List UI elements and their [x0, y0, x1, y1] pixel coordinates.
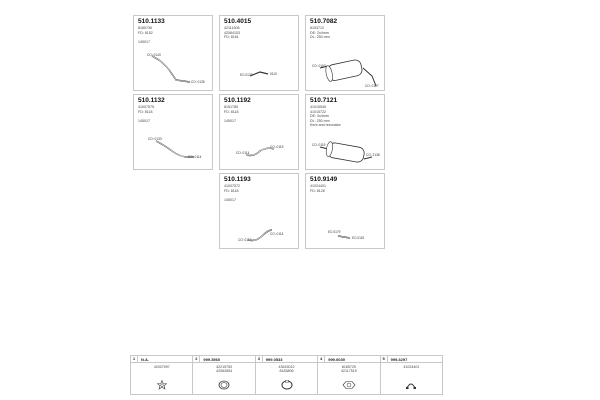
fitting-cell-1[interactable] [131, 356, 193, 394]
connector-label: CO: 0114 [188, 155, 202, 159]
connector-label: CO: 0119 [312, 143, 326, 147]
connector-label: CO: 0119 [270, 145, 284, 149]
fitting-code: 999.0533 [265, 356, 283, 362]
connector-label: CO: 2138 [366, 153, 380, 157]
part-ref: 42111508 [224, 26, 240, 30]
fitting-code: 999.3560 [203, 356, 221, 362]
flange-gasket-icon [342, 380, 356, 390]
part-code: 510.4015 [224, 18, 252, 25]
fitting-ref: 42062654 [216, 369, 233, 374]
part-code: 510.1192 [224, 97, 251, 104]
connector-label: CO: 0143 [147, 53, 161, 57]
fitting-code: 999.0039 [328, 356, 345, 362]
fitting-cell-5[interactable] [381, 356, 442, 394]
part-card-510-1192[interactable] [219, 94, 299, 170]
connector-label: CO: 0114 [270, 232, 284, 236]
part-fd: FD: 8118 [224, 188, 239, 193]
fitting-cell-4[interactable] [318, 356, 380, 394]
fittings-strip [130, 355, 443, 395]
part-note: Kerb and resonator [310, 123, 341, 128]
part-ref: 8151785 [224, 105, 238, 109]
part-code: 510.1133 [138, 18, 165, 25]
gasket-ring-icon [218, 380, 230, 390]
part-card-510-1193[interactable] [219, 173, 299, 249]
connector-label: EC:0119 [352, 236, 365, 240]
fitting-ref: 41024401 [403, 365, 420, 369]
part-code: 510.7082 [310, 18, 338, 25]
connector-label: CO: 0163 [312, 64, 326, 68]
part-card-510-1132[interactable] [133, 94, 213, 170]
fitting-number: 3 [256, 356, 263, 362]
tail-pipe-diagram [220, 174, 299, 249]
silencer-diagram [306, 16, 385, 91]
part-fitting: 145017 [138, 39, 150, 44]
part-ref: 41007575 [138, 105, 154, 109]
part-diameter: DE: 2x4mm [310, 30, 329, 35]
part-fitting: 145017 [224, 118, 236, 123]
part-ref: 42084153 [224, 30, 240, 35]
part-card-510-7121[interactable] [305, 94, 385, 170]
fitting-code: N.A. [141, 356, 149, 362]
fitting-number: 1 [131, 356, 138, 362]
part-ref: 41007572 [224, 184, 240, 188]
part-ref: 8165736 [138, 26, 152, 30]
connector-label: 0110 [270, 72, 277, 76]
connector-label: CO: 0133 [148, 137, 162, 141]
short-pipe-diagram [220, 16, 299, 91]
connector-label: CO: 0135 [191, 80, 205, 84]
fitting-ref: 42215750 [216, 365, 233, 369]
connector-label: EC:0179 [328, 230, 341, 234]
part-card-510-4015[interactable] [219, 15, 299, 91]
part-length: DL: 250 mm [310, 35, 330, 40]
part-fitting: 145017 [138, 118, 150, 123]
connector-label: CO: 0114 [236, 151, 250, 155]
part-card-510-1133[interactable] [133, 15, 213, 91]
fitting-number: 2 [193, 356, 200, 362]
fitting-ref: 43615012 [278, 365, 295, 369]
part-ref: 41024401 [310, 184, 326, 188]
part-ref: 8153712 [310, 26, 324, 30]
part-diameter: DE: 3x4mm [310, 114, 329, 119]
part-fd: FD: 8152 [138, 30, 153, 35]
part-ref: 41015545 [310, 105, 326, 109]
fitting-cell-2[interactable] [193, 356, 255, 394]
part-fd: FD: 8118 [138, 109, 153, 114]
fitting-ref: 42117519 [341, 369, 357, 374]
fitting-ref: 8183806 [279, 369, 294, 374]
star-clamp-icon [157, 380, 167, 390]
part-fitting: 145017 [224, 197, 236, 202]
intermediate-pipe-diagram [220, 95, 299, 170]
bracket-icon [405, 380, 417, 390]
fitting-code: 999.3297 [390, 356, 408, 362]
end-pipe-diagram [306, 174, 385, 249]
part-fd: FD: 8128 [310, 188, 325, 193]
part-code: 510.1132 [138, 97, 165, 104]
silencer-diagram [306, 95, 385, 170]
fitting-number: 4 [318, 356, 325, 362]
connector-label: EC:0179 [240, 73, 253, 77]
clamp-ring-icon [281, 380, 293, 390]
part-fd: FD: 8118 [224, 109, 239, 114]
connector-label: CO: 0113 [238, 238, 252, 242]
part-card-510-9149[interactable] [305, 173, 385, 249]
part-code: 510.7121 [310, 97, 338, 104]
part-ref: 41015722 [310, 109, 326, 114]
part-code: 510.9149 [310, 176, 338, 183]
fitting-ref: 8165725 [341, 365, 356, 369]
part-card-510-7082[interactable] [305, 15, 385, 91]
fitting-ref: 42007597 [153, 365, 170, 369]
part-code: 510.1193 [224, 176, 251, 183]
fitting-number: 5 [381, 356, 388, 362]
part-fd: FD: 8161 [224, 35, 239, 40]
part-length: DL: 250 mm [310, 118, 330, 123]
connector-label: CO: 0127 [365, 84, 379, 88]
fitting-cell-3[interactable] [256, 356, 318, 394]
